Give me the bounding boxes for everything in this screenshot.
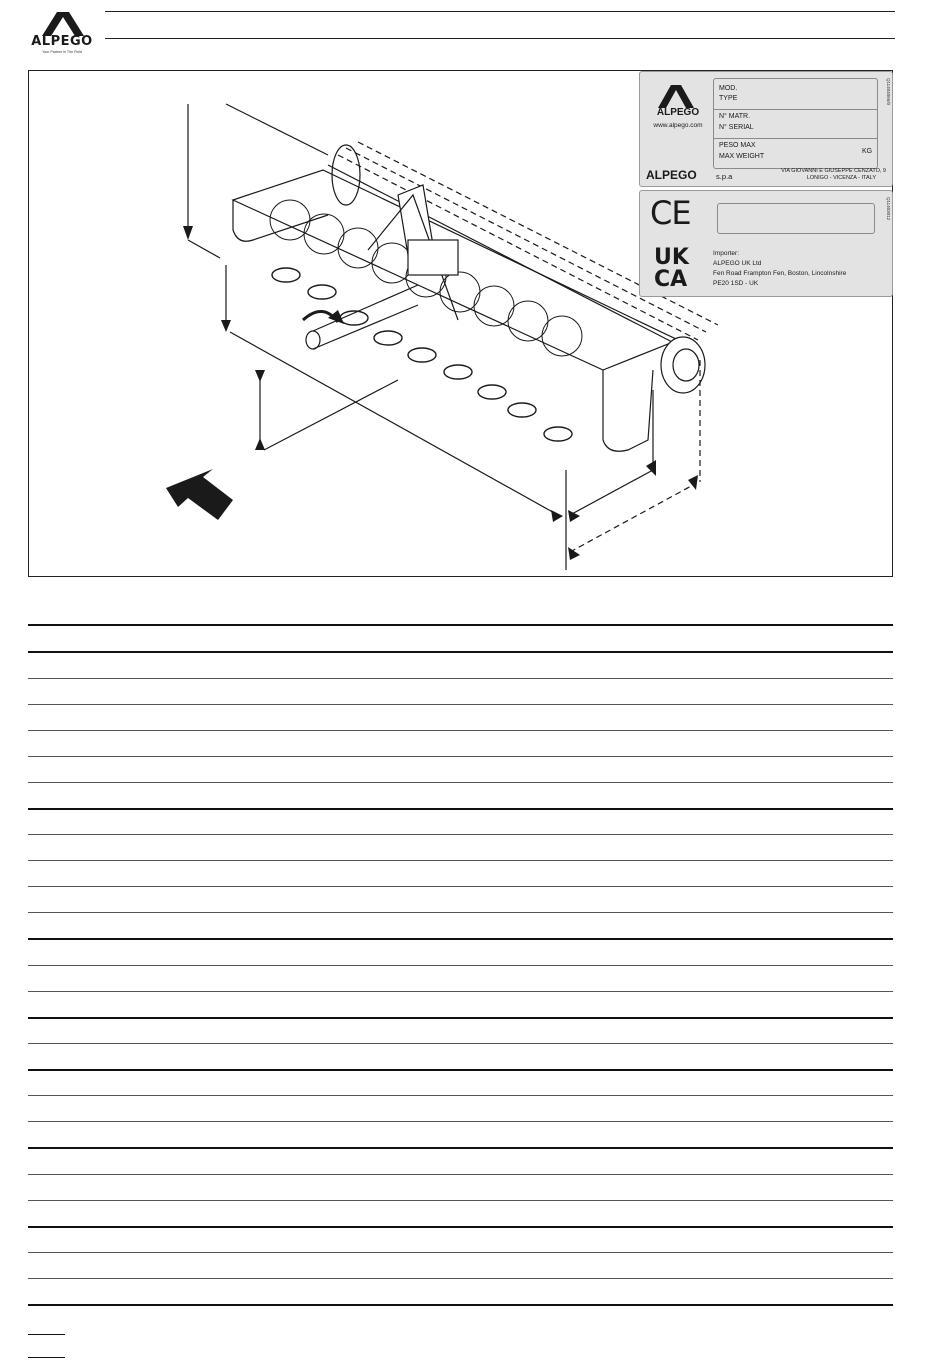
ce-plate-code: Q11403012 <box>886 197 891 221</box>
table-rule <box>28 704 893 705</box>
ce-blank-field <box>717 203 875 234</box>
matr-label: N° MATR. <box>719 113 751 120</box>
serial-label: N° SERIAL <box>719 124 754 131</box>
table-rule <box>28 651 893 653</box>
importer-name: ALPEGO UK Ltd <box>713 260 762 267</box>
importer-address: Fen Road Frampton Fen, Boston, Lincolnshire <box>713 270 847 277</box>
table-rule <box>28 1252 893 1253</box>
table-rule <box>28 730 893 731</box>
importer-postcode: PE20 1SD - UK <box>713 280 759 287</box>
table-rule <box>28 1200 893 1201</box>
table-rule <box>28 678 893 679</box>
plate-address-line2: LONIGO - VICENZA - ITALY <box>806 175 876 181</box>
table-rule <box>28 1095 893 1096</box>
footnote-rule <box>28 1334 65 1335</box>
ukca-mark-top: UK <box>654 245 689 270</box>
kg-unit: KG <box>862 148 873 155</box>
table-rule <box>28 991 893 992</box>
table-rule <box>28 1278 893 1279</box>
footnote-rule <box>28 1357 65 1358</box>
plate-logo-icon <box>648 82 704 110</box>
type-label: TYPE <box>719 95 738 102</box>
table-rule <box>28 1043 893 1044</box>
ce-mark: CE <box>650 194 691 232</box>
table-rule <box>28 782 893 783</box>
ce-ukca-plate <box>639 190 893 297</box>
plate-address-line1: VIA GIOVANNI E GIUSEPPE CENZATO, 9 <box>781 168 886 174</box>
table-rule <box>28 624 893 626</box>
rating-plate <box>639 71 893 187</box>
header-rule-bottom <box>105 38 895 39</box>
table-rule <box>28 834 893 835</box>
plate-brand: ALPEGO <box>656 107 700 118</box>
table-rule <box>28 808 893 810</box>
mod-label: MOD. <box>719 85 738 92</box>
plate-divider <box>713 109 878 110</box>
table-rule <box>28 1174 893 1175</box>
importer-label: Importer: <box>713 250 740 257</box>
header-rule-top <box>105 11 895 12</box>
table-rule <box>28 912 893 913</box>
plate-divider <box>713 138 878 139</box>
peso-label: PESO MAX <box>719 142 756 149</box>
table-rule <box>28 1226 893 1228</box>
table-rule <box>28 886 893 887</box>
table-rule <box>28 756 893 757</box>
plate-company: ALPEGO <box>646 168 697 182</box>
plate-company-suffix: s.p.a <box>716 172 733 181</box>
plate-code: Q11404066/0 <box>886 78 891 105</box>
table-rule <box>28 1121 893 1122</box>
table-rule <box>28 1147 893 1149</box>
table-rule <box>28 938 893 940</box>
logo-wordmark: ALPEGO <box>31 34 93 49</box>
ukca-mark-bottom: CA <box>654 267 688 292</box>
logo-tagline: Your Partner in The Field <box>42 50 82 54</box>
weight-label: MAX WEIGHT <box>719 153 765 160</box>
table-rule <box>28 1017 893 1019</box>
table-rule <box>28 860 893 861</box>
table-rule <box>28 965 893 966</box>
plate-website: www.alpego.com <box>653 122 703 129</box>
table-rule <box>28 1069 893 1071</box>
table-rule <box>28 1304 893 1306</box>
